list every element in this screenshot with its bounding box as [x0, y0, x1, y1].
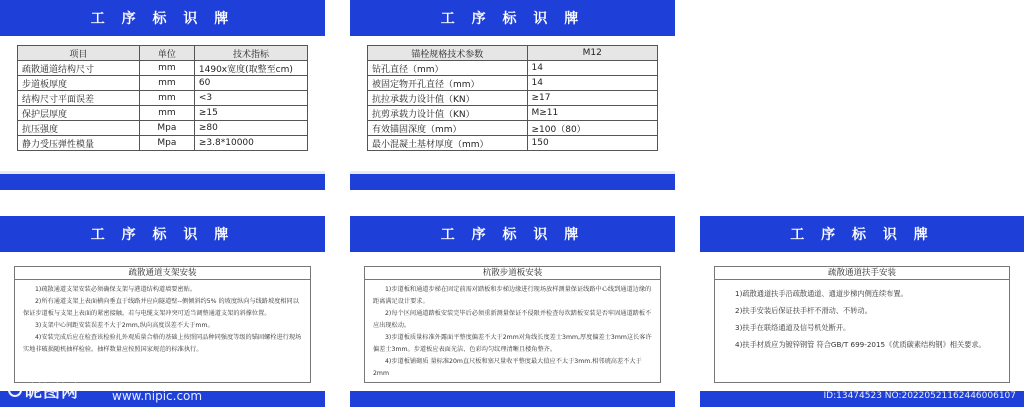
table-cell: <3 [194, 91, 307, 106]
instruction-paragraph: 3)扶手在联络通道及信号机处断开。 [735, 323, 851, 332]
card-title: 工 序 标 识 牌 [350, 216, 675, 252]
table-cell: 静力受压弹性模量 [18, 136, 140, 151]
table-row [368, 136, 658, 151]
instruction-body [15, 280, 310, 356]
table-cell: 抗拉承载力设计值（KN） [368, 91, 528, 106]
table-cell: 1490x宽度(取整至cm) [194, 61, 307, 76]
table-cell: 150 [527, 136, 658, 151]
watermark-logo-text: 昵图网 [25, 382, 79, 402]
table-cell: mm [139, 91, 194, 106]
column-header: 单位 [139, 46, 194, 61]
table-cell: 14 [527, 61, 658, 76]
instruction-body [365, 280, 660, 380]
table-row [368, 121, 658, 136]
footer-bar [0, 174, 325, 190]
logo-icon [8, 383, 22, 397]
instruction-title: 疏散通道支架安装 [15, 267, 310, 280]
table-header-row [18, 46, 308, 61]
instruction-paragraph: 2)扶手安装后保证扶手杆不滑动、不转动。 [735, 306, 872, 315]
instruction-paragraph: 4)安装完成后应在检查该检验扎外观质量合格的基础上按照同品种同强度等级的锚固螺栓进行现场实地非破损随机抽样检验。抽样数量应按照国家规范的标准执行。 [23, 334, 302, 353]
table-cell: 步道板厚度 [18, 76, 140, 91]
table-row [18, 61, 308, 76]
table-cell: 14 [527, 76, 658, 91]
table-cell: ≥17 [527, 91, 658, 106]
table-cell: Mpa [139, 136, 194, 151]
table-cell: ≥3.8*10000 [194, 136, 307, 151]
column-header: 技术指标 [194, 46, 307, 61]
table-cell: 有效锚固深度（mm） [368, 121, 528, 136]
footer-bar [700, 391, 1024, 407]
instruction-box [364, 266, 661, 383]
table-cell: mm [139, 76, 194, 91]
table-cell: mm [139, 61, 194, 76]
column-header: 锚栓规格技术参数 [368, 46, 528, 61]
process-sign-card-walkway [350, 216, 675, 407]
instruction-paragraph: 2)所有通道支架上表面横向垂直于线路并应向隧道壁--侧倾斜约5% 的坡度纵向与线路坡度相同以保证步道板与支架上表面的紧密接触。若与电缆支架冲突可适当调整通道支架的斜撑位置。 [23, 298, 299, 317]
table-row [18, 76, 308, 91]
spec-table [17, 45, 308, 151]
instruction-title: 疏散通道扶手安装 [715, 267, 1009, 280]
table-row [368, 106, 658, 121]
instruction-paragraph: 1)疏散通道扶手沿疏散通道、通道步梯内侧连续布置。 [735, 289, 908, 298]
table-cell: 抗剪承载力设计值（KN） [368, 106, 528, 121]
instruction-paragraph: 4)扶手材质应为镀锌钢管 符合GB/T 699-2015《优质碳素结构钢》相关要求。 [735, 340, 986, 349]
table-cell: 60 [194, 76, 307, 91]
column-header: M12 [527, 46, 658, 61]
table-cell: 钻孔直径（mm） [368, 61, 528, 76]
footer-bar [0, 382, 325, 407]
table-cell: Mpa [139, 121, 194, 136]
watermark-logo [8, 377, 79, 402]
anchor-spec-table [367, 45, 658, 151]
table-row [368, 76, 658, 91]
instruction-paragraph: 1)疏散通道支架安装必须确保支架与港道结构道墙要密贴。 [35, 286, 197, 293]
instruction-box [14, 266, 311, 383]
table-cell: ≥100（80） [527, 121, 658, 136]
table-row [18, 91, 308, 106]
footer-bar [350, 391, 675, 407]
table-row [368, 91, 658, 106]
card-title: 工 序 标 识 牌 [0, 216, 325, 252]
card-title: 工 序 标 识 牌 [700, 216, 1024, 252]
table-cell: 保护层厚度 [18, 106, 140, 121]
instruction-title: 杭散步道板安装 [365, 267, 660, 280]
table-row [18, 106, 308, 121]
table-row [368, 61, 658, 76]
table-cell: 抗压强度 [18, 121, 140, 136]
instruction-body [715, 280, 1009, 353]
table-cell: ≥15 [194, 106, 307, 121]
table-cell: M≥11 [527, 106, 658, 121]
table-row [18, 136, 308, 151]
footer-bar [350, 174, 675, 190]
instruction-paragraph: 3)支架中心间距安装误差不大于2mm,纵向高度误差不大于mm。 [35, 322, 214, 329]
instruction-paragraph: 2)每个区间通道踏板安装完毕后必须重新测量保证不侵限并检查每坎踏板安装是否牢固通道踏板不应出现松动。 [373, 310, 652, 329]
process-sign-card-handrail [700, 216, 1024, 407]
table-cell: mm [139, 106, 194, 121]
table-cell: ≥80 [194, 121, 307, 136]
instruction-paragraph: 1)步道板和通道步梯在固定前需对踏板和步梯边缘进行现场放样测量保证线路中心线到通道边缘的距离满足设计要求。 [373, 286, 652, 305]
table-cell: 最小混凝土基材厚度（mm） [368, 136, 528, 151]
table-header-row [368, 46, 658, 61]
column-header: 项目 [18, 46, 140, 61]
card-title: 工 序 标 识 牌 [0, 0, 325, 36]
process-sign-card-dimensions [0, 0, 325, 190]
table-cell: 结构尺寸平面误差 [18, 91, 140, 106]
instruction-box [714, 266, 1010, 383]
instruction-paragraph: 4)步道板铺砌质 量标准20m直尺板和塞尺量收平整度最大值应不太于3mm.相邻琥高差不大于2mm [373, 358, 642, 377]
watermark-url: www.nipic.com [112, 389, 203, 403]
process-sign-card-bracket [0, 216, 325, 407]
table-cell: 被固定物开孔直径（mm） [368, 76, 528, 91]
instruction-paragraph: 3)步道板质量标准外露面平整度偏差不大于2mm对角线长度差士3mm,厚度偏差士3mm这长客许偏差士3mm。步道板应表面光洁、色彩均匀纹理清晰且楼角整齐。 [373, 334, 652, 353]
card-title: 工 序 标 识 牌 [350, 0, 675, 36]
table-cell: 疏散通道结构尺寸 [18, 61, 140, 76]
watermark-id: ID:13474523 NO:20220521162446006107 [823, 391, 1016, 401]
table-row [18, 121, 308, 136]
